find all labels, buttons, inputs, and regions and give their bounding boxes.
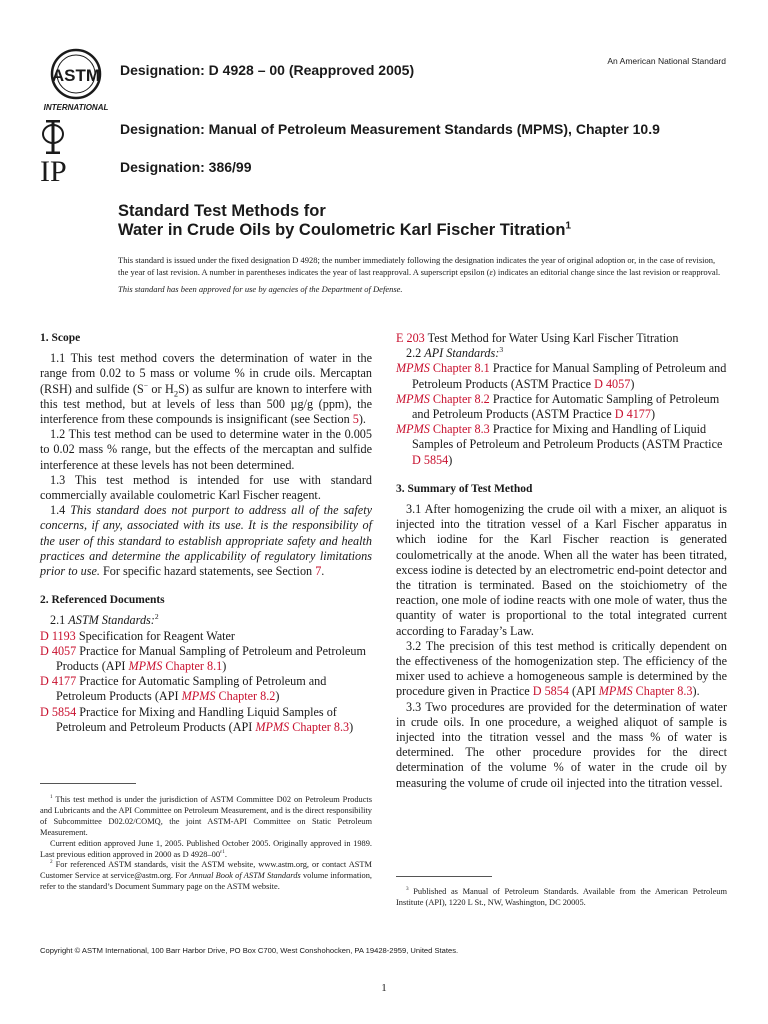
section-heading-scope: 1. Scope bbox=[40, 332, 81, 344]
section-heading-summary: 3. Summary of Test Method bbox=[396, 482, 533, 495]
issuance-notice bbox=[118, 255, 726, 296]
document-title bbox=[118, 202, 571, 240]
svg-text:IP: IP bbox=[40, 155, 67, 185]
section-7-link[interactable]: 7 bbox=[315, 564, 322, 579]
d5854-practice-link[interactable]: D 5854 bbox=[412, 452, 449, 467]
mpms-8-1-ref-link[interactable]: MPMS Chapter 8.1 bbox=[396, 361, 490, 376]
footnote-divider-right bbox=[396, 876, 492, 877]
ip-logo bbox=[40, 155, 74, 185]
section-heading-referenced-documents: 2. Referenced Documents bbox=[40, 594, 165, 607]
footnote-1-edition: Current edition approved June 1, 2005. Published October 2005. Originally approved in 1989. Last previous edition approved in 2000 as D $4928-00^{\varepsilon 1}$. bbox=[40, 838, 372, 859]
d1193-link[interactable]: D 1193 bbox=[40, 628, 76, 643]
footnote-3: $^3$ Published as Manual of Petroleum Standards. Available from the American Petroleum Institute (API), 1220 L St., NW, Washington, DC 20005. bbox=[396, 886, 727, 907]
d5854-link[interactable]: D 5854 bbox=[40, 704, 77, 719]
mpms-8-3-summary-link[interactable]: MPMS Chapter 8.3 bbox=[598, 684, 693, 699]
notice-text: This standard is issued under the fixed designation D 4928; the number immediately following the designation indicates the year of original adoption or, in the case of revision, the year of last revision. A number in parentheses indicates the year of last reapproval. A superscript epsilon (ε) indicates an editorial change since the last revision or reapproval. bbox=[118, 255, 721, 277]
scope-1-1: 1.1 This test method covers the determination of water in the range from 0.02 to 5 mass or volume % in crude oils. Mercaptan (RSH) and sulfide (S− or $H_2S$) as sulfur are known to interfere with this test method, but at levels of less than 500 µg/g (ppm), the interference from these compounds is insignificant (see Section 5). bbox=[40, 351, 372, 427]
ref-d1193: D 1193 Specification for Reagent Water bbox=[40, 628, 235, 643]
american-national-standard-label: An American National Standard bbox=[607, 56, 726, 66]
mpms-8-2-ref-link[interactable]: MPMS Chapter 8.2 bbox=[396, 391, 490, 406]
d4057-practice-link[interactable]: D 4057 bbox=[594, 376, 631, 391]
ref-mpms-8-3: MPMS Chapter 8.3 Practice for Mixing and Handling of Liquid Samples of Petroleum and Petroleum Products (ASTM Practice D 5854) bbox=[396, 422, 723, 467]
summary-3-3: 3.3 Two procedures are provided for the determination of water in crude oils. In one procedure, a weighed aliquot of sample is injected into the titration vessel and the mass % of water is determined. The other procedure provides for the direct determination of the volume % of water in the crude oil by measuring the volume of crude oil injected into the titration vessel. bbox=[396, 699, 727, 790]
right-column bbox=[396, 331, 727, 791]
title-line-2: Water in Crude Oils by Coulometric Karl Fischer Titration$^1$ bbox=[118, 220, 572, 239]
summary-3-1: 3.1 After homogenizing the crude oil with a mixer, an aliquot is injected into the titration vessel of a Karl Fischer apparatus in which iodine for the Karl Fischer reaction is generated coulometrically at the anode. When all the water has been titrated, excess iodine is detected by an electrometric end-point detector and the titration is terminated. Based on the stoichiometry of the reaction, one mole of iodine reacts with one mole of water, thus the quantity of water is proportional to the total integrated current according to Faraday’s Law. bbox=[396, 502, 727, 638]
svg-text:ASTM: ASTM bbox=[51, 66, 101, 85]
footnotes-right bbox=[396, 887, 727, 909]
footnote-divider bbox=[40, 783, 136, 784]
defense-approval-note: This standard has been approved for use by agencies of the Department of Defense. bbox=[118, 284, 403, 294]
d4177-link[interactable]: D 4177 bbox=[40, 674, 77, 689]
footnote-2: $^2$ For referenced ASTM standards, visit the ASTM website, www.astm.org, or contact ASTM Customer Service at service@astm.org. For Annual Book of ASTM Standards volume information, refer to the standard’s Document Summary page on the ASTM website. bbox=[40, 859, 372, 892]
mpms-8-2-link[interactable]: MPMS Chapter 8.2 bbox=[181, 689, 276, 704]
designation-mpms: Designation: Manual of Petroleum Measurement Standards (MPMS), Chapter 10.9 bbox=[120, 121, 660, 137]
summary-3-2: 3.2 The precision of this test method is critically dependent on the effectiveness of the homogenization step. The efficiency of the mixer used to achieve a homogeneous sample is determined by the procedure given in Practice D 5854 (API MPMS Chapter 8.3). bbox=[396, 638, 727, 699]
ref-d4057: D 4057 Practice for Manual Sampling of Petroleum and Petroleum Products (API MPMS Chapter 8.1) bbox=[40, 643, 366, 674]
d4057-link[interactable]: D 4057 bbox=[40, 643, 77, 658]
e203-link[interactable]: E 203 bbox=[396, 331, 425, 345]
scope-1-3: 1.3 This test method is intended for use with standard commercially available coulometric Karl Fischer reagent. bbox=[40, 472, 372, 503]
ref-d5854: D 5854 Practice for Mixing and Handling Liquid Samples of Petroleum and Petroleum Products (API MPMS Chapter 8.3) bbox=[40, 704, 354, 734]
footnotes-left bbox=[40, 795, 372, 893]
astm-international-logo bbox=[40, 44, 112, 114]
ref-mpms-8-1: MPMS Chapter 8.1 Practice for Manual Sampling of Petroleum and Petroleum Products (ASTM Practice D 4057) bbox=[396, 361, 727, 391]
mpms-8-3-link[interactable]: MPMS Chapter 8.3 bbox=[255, 719, 350, 734]
ref-e203: E 203 Test Method for Water Using Karl Fischer Titration bbox=[396, 331, 679, 345]
ref-d4177: D 4177 Practice for Automatic Sampling of Petroleum and Petroleum Products (API MPMS Chapter 8.2) bbox=[40, 674, 327, 704]
scope-1-4: 1.4 This standard does not purport to address all of the safety concerns, if any, associated with its use. It is the responsibility of the user of this standard to establish appropriate safety and health practices and determine the applicability of regulatory limitations prior to use. For specific hazard statements, see Section 7. bbox=[40, 503, 372, 579]
designation-ip: Designation: 386/99 bbox=[120, 159, 252, 175]
d4177-practice-link[interactable]: D 4177 bbox=[614, 407, 651, 422]
mpms-8-3-ref-link[interactable]: MPMS Chapter 8.3 bbox=[396, 422, 490, 437]
api-logo bbox=[40, 119, 66, 155]
svg-text:INTERNATIONAL: INTERNATIONAL bbox=[43, 103, 109, 112]
title-line-1: Standard Test Methods for bbox=[118, 202, 326, 220]
left-column bbox=[40, 331, 372, 735]
section-5-link[interactable]: 5 bbox=[352, 412, 359, 427]
ref-mpms-8-2: MPMS Chapter 8.2 Practice for Automatic Sampling of Petroleum and Petroleum Products (ASTM Practice D 4177) bbox=[396, 391, 720, 422]
astm-standards-label: 2.1 ASTM Standards:$^2$ bbox=[50, 612, 159, 628]
d5854-summary-link[interactable]: D 5854 bbox=[532, 684, 569, 699]
title-footnote-mark: 1 bbox=[565, 220, 572, 232]
copyright-notice: Copyright © ASTM International, 100 Barr Harbor Drive, PO Box C700, West Conshohocken, PA 19428-2959, United States. bbox=[40, 946, 459, 955]
scope-1-2: 1.2 This test method can be used to determine water in the 0.005 to 0.02 mass % range, but the effects of the mercaptan and sulfide interference at these levels has not been determined. bbox=[40, 427, 372, 472]
footnote-1: $^1$ This test method is under the jurisdiction of ASTM Committee D02 on Petroleum Products and Lubricants and the API Committee on Petroleum Measurement, and is the direct responsibility of Subcommittee D02.02/COMQ, the joint ASTM-API Committee on Static Petroleum Measurement. bbox=[40, 794, 372, 837]
api-standards-label: 2.2 API Standards:$^3$ bbox=[406, 345, 504, 361]
page-number: 1 bbox=[381, 982, 387, 994]
mpms-8-1-link[interactable]: MPMS Chapter 8.1 bbox=[128, 659, 223, 674]
designation-astm: Designation: D 4928 – 00 (Reapproved 2005) bbox=[120, 62, 415, 78]
